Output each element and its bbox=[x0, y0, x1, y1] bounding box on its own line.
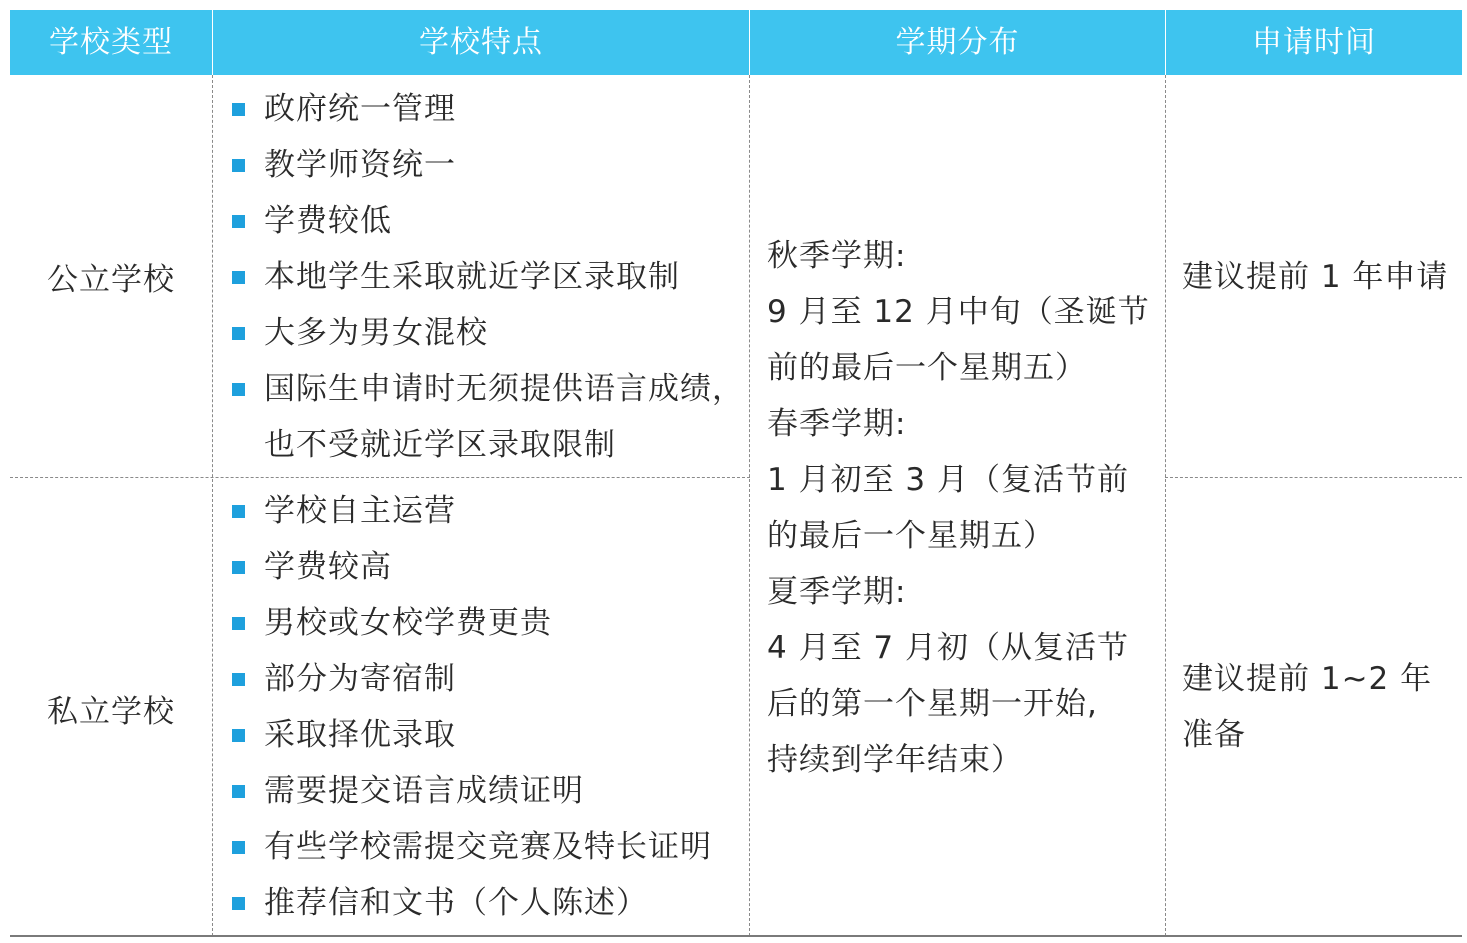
application-time-public: 建议提前 1 年申请 bbox=[1182, 259, 1449, 295]
term-text: 前的最后一个星期五） bbox=[767, 350, 1087, 386]
header-school-features: 学校特点 bbox=[419, 25, 543, 60]
row-divider bbox=[1165, 477, 1462, 478]
term-heading-autumn: 秋季学期: bbox=[767, 238, 907, 274]
square-bullet-icon bbox=[232, 561, 245, 574]
term-text: 1 月初至 3 月（复活节前 bbox=[767, 462, 1130, 498]
header-application-time: 申请时间 bbox=[1252, 25, 1376, 60]
term-text: 持续到学年结束） bbox=[767, 742, 1023, 778]
list-item: 有些学校需提交竞赛及特长证明 bbox=[230, 819, 750, 875]
square-bullet-icon bbox=[232, 897, 245, 910]
square-bullet-icon bbox=[232, 785, 245, 798]
term-heading-summer: 夏季学期: bbox=[767, 574, 907, 610]
header-term-schedule: 学期分布 bbox=[895, 25, 1020, 60]
square-bullet-icon bbox=[232, 617, 245, 630]
public-school-features bbox=[230, 81, 750, 473]
list-item: 政府统一管理 bbox=[230, 81, 750, 137]
application-time-line: 准备 bbox=[1182, 717, 1246, 753]
list-item: 部分为寄宿制 bbox=[230, 651, 750, 707]
school-type-public: 公立学校 bbox=[47, 262, 175, 298]
term-text: 9 月至 12 月中旬（圣诞节 bbox=[767, 294, 1150, 330]
list-item-continuation: 也不受就近学区录取限制 bbox=[264, 427, 616, 463]
list-item: 本地学生采取就近学区录取制 bbox=[230, 249, 750, 305]
column-divider bbox=[212, 75, 213, 936]
term-schedule bbox=[767, 228, 1159, 788]
term-text: 后的第一个星期一开始, bbox=[767, 686, 1098, 722]
list-item: 需要提交语言成绩证明 bbox=[230, 763, 750, 819]
square-bullet-icon bbox=[232, 673, 245, 686]
square-bullet-icon bbox=[232, 215, 245, 228]
list-item: 男校或女校学费更贵 bbox=[230, 595, 750, 651]
column-divider bbox=[1165, 75, 1166, 936]
term-text: 的最后一个星期五） bbox=[767, 518, 1055, 554]
term-text: 4 月至 7 月初（从复活节 bbox=[767, 630, 1130, 666]
table-header bbox=[10, 10, 1462, 75]
list-item: 教学师资统一 bbox=[230, 137, 750, 193]
row-divider bbox=[10, 477, 750, 478]
school-type-private: 私立学校 bbox=[47, 694, 175, 730]
application-time-private bbox=[1182, 651, 1457, 763]
square-bullet-icon bbox=[232, 383, 245, 396]
square-bullet-icon bbox=[232, 103, 245, 116]
list-item: 国际生申请时无须提供语言成绩， bbox=[230, 361, 750, 417]
school-comparison-table bbox=[10, 10, 1462, 936]
square-bullet-icon bbox=[232, 159, 245, 172]
list-item: 学费较低 bbox=[230, 193, 750, 249]
application-time-line: 建议提前 1~2 年 bbox=[1182, 661, 1433, 697]
list-item: 学费较高 bbox=[230, 539, 750, 595]
square-bullet-icon bbox=[232, 505, 245, 518]
list-item: 推荐信和文书（个人陈述） bbox=[230, 875, 750, 931]
square-bullet-icon bbox=[232, 327, 245, 340]
list-item: 学校自主运营 bbox=[230, 483, 750, 539]
square-bullet-icon bbox=[232, 271, 245, 284]
header-school-type: 学校类型 bbox=[49, 25, 173, 60]
square-bullet-icon bbox=[232, 841, 245, 854]
term-heading-spring: 春季学期: bbox=[767, 406, 907, 442]
list-item: 大多为男女混校 bbox=[230, 305, 750, 361]
list-item: 采取择优录取 bbox=[230, 707, 750, 763]
table-bottom-rule bbox=[10, 935, 1462, 937]
private-school-features bbox=[230, 483, 750, 931]
square-bullet-icon bbox=[232, 729, 245, 742]
